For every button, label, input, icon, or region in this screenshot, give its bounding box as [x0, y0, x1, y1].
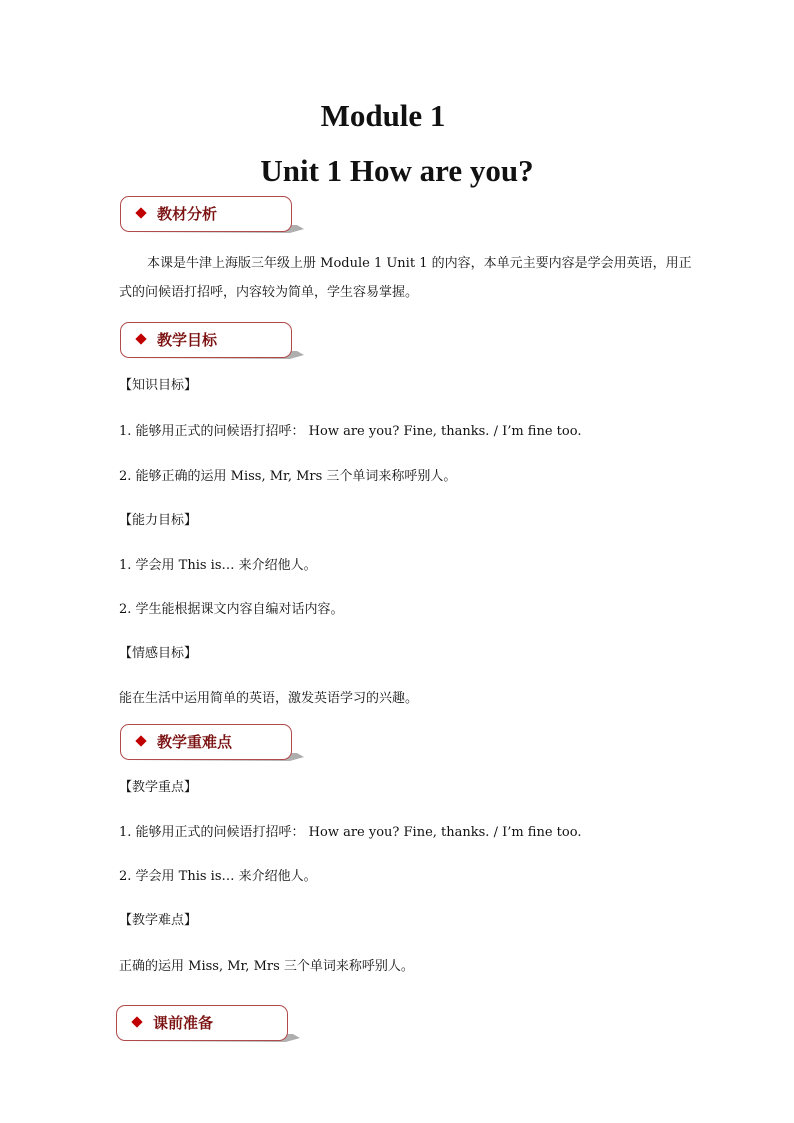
section-label: 教学重难点	[157, 733, 233, 751]
section-header-goals	[120, 322, 292, 358]
section-label: 教材分析	[157, 205, 218, 223]
knowledge-goal-item: 2. 能够正确的运用 Miss, Mr, Mrs 三个单词来称呼别人。	[119, 469, 457, 484]
module-title: Module 1	[320, 98, 446, 133]
diamond-bullet-icon	[135, 735, 146, 746]
knowledge-goal-heading: 【知识目标】	[119, 378, 198, 393]
unit-title: Unit 1 How are you?	[260, 153, 534, 188]
section-label: 教学目标	[157, 331, 218, 349]
emotion-goal-item: 能在生活中运用简单的英语，激发英语学习的兴趣。	[119, 691, 419, 706]
analysis-paragraph: 本课是牛津上海版三年级上册 Module 1 Unit 1 的内容，本单元主要内容是学会用英语，用正式的问候语打招呼，内容较为简单，学生容易掌握。	[119, 256, 692, 300]
focus-heading: 【教学重点】	[119, 780, 198, 795]
section-header-analysis	[120, 196, 292, 232]
ability-goal-item: 1. 学会用 This is… 来介绍他人。	[119, 558, 317, 573]
diamond-bullet-icon	[135, 333, 146, 344]
ability-goal-heading: 【能力目标】	[119, 513, 198, 528]
section-header-preparation	[116, 1005, 288, 1041]
diamond-bullet-icon	[135, 207, 146, 218]
difficulty-item: 正确的运用 Miss, Mr, Mrs 三个单词来称呼别人。	[119, 959, 414, 974]
section-label: 课前准备	[153, 1014, 214, 1032]
knowledge-goal-item: 1. 能够用正式的问候语打招呼： How are you? Fine, thanks. / I’m fine too.	[119, 424, 582, 439]
diamond-bullet-icon	[131, 1016, 142, 1027]
ability-goal-item: 2. 学生能根据课文内容自编对话内容。	[119, 602, 344, 617]
focus-item: 1. 能够用正式的问候语打招呼： How are you? Fine, thanks. / I’m fine too.	[119, 825, 582, 840]
section-header-keypoints	[120, 724, 292, 760]
difficulty-heading: 【教学难点】	[119, 913, 198, 928]
emotion-goal-heading: 【情感目标】	[119, 646, 198, 661]
focus-item: 2. 学会用 This is… 来介绍他人。	[119, 869, 317, 884]
